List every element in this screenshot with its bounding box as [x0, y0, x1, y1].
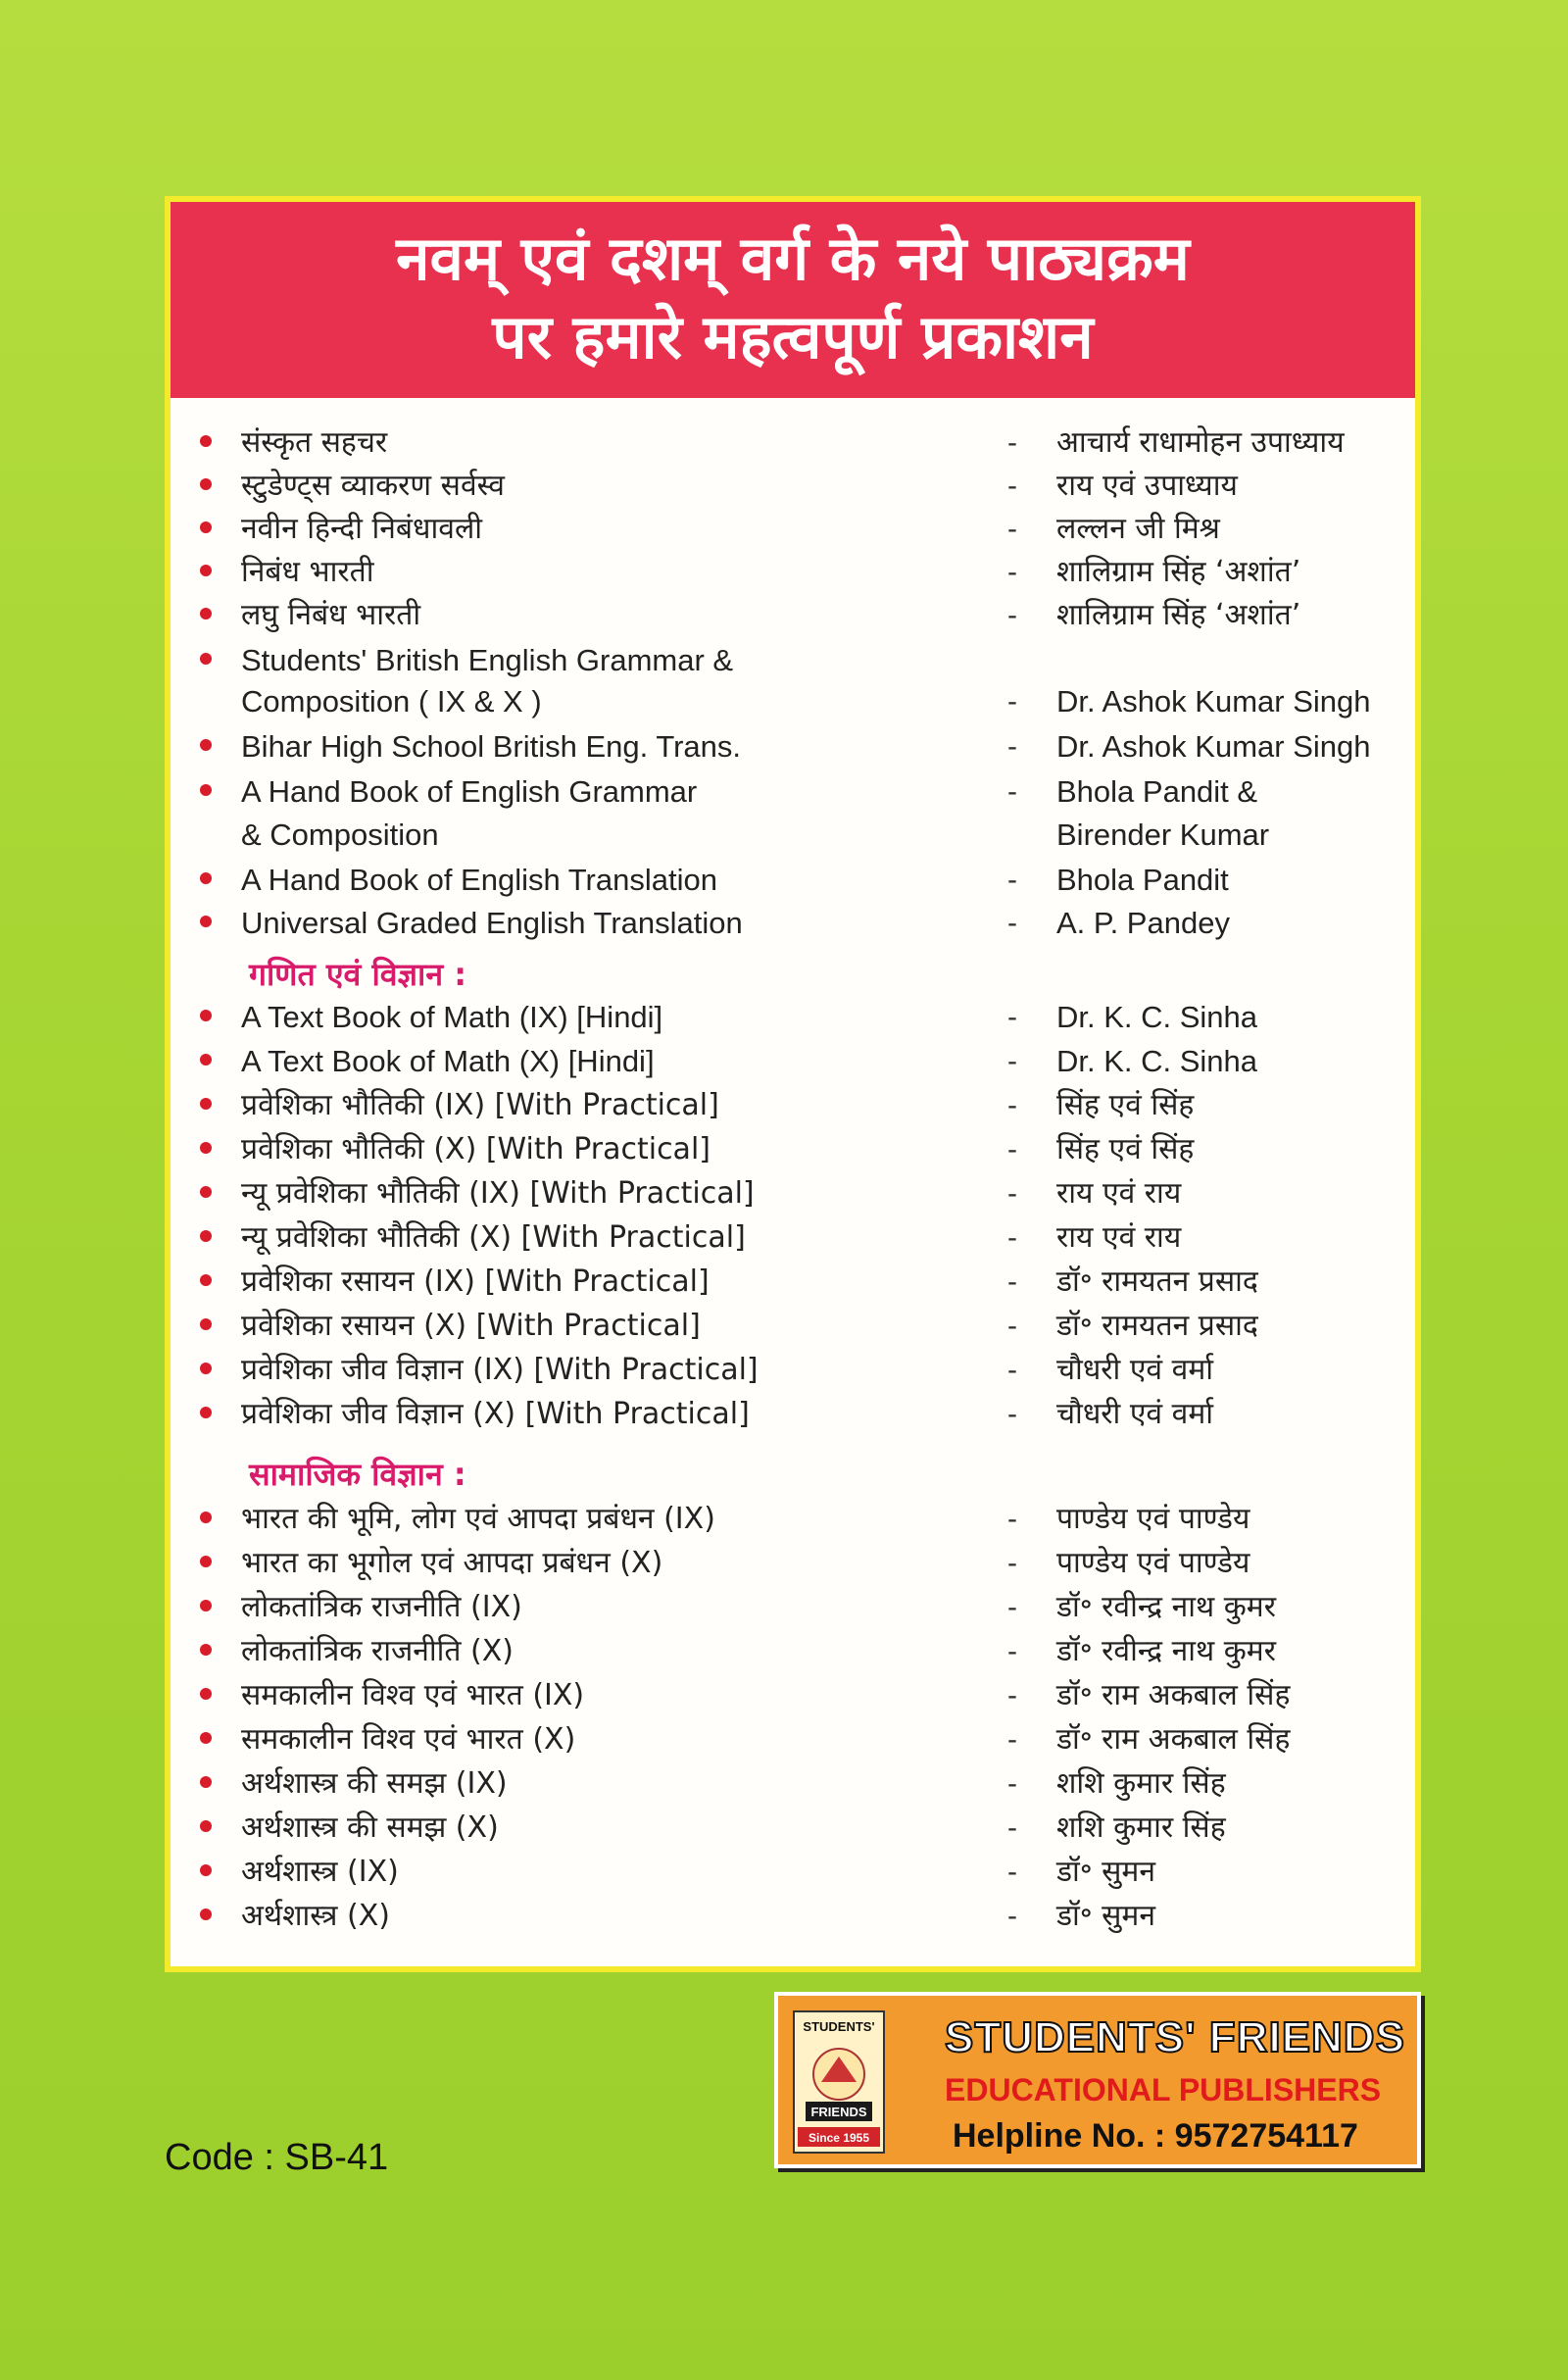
publisher-helpline: Helpline No. : 9572754117 [953, 2117, 1358, 2155]
bullet-icon [200, 521, 212, 533]
list-item-continuation: Composition ( IX & X ) - Dr. Ashok Kumar Singh [241, 684, 1371, 719]
list-item: समकालीन विश्व एवं भारत (IX) - डॉ॰ राम अकबाल सिंह [171, 1674, 1415, 1717]
bullet-icon [200, 565, 212, 576]
bullet-icon [200, 1230, 212, 1242]
logo-bottom-text: FRIENDS [810, 2105, 867, 2119]
bullet-icon [200, 872, 212, 884]
list-item: नवीन हिन्दी निबंधावली - लल्लन जी मिश्र [171, 508, 1415, 551]
list-item: न्यू प्रवेशिका भौतिकी (X) [With Practical] - राय एवं राय [171, 1216, 1415, 1260]
bullet-icon [200, 1318, 212, 1330]
publisher-name: STUDENTS' FRIENDS [945, 2013, 1405, 2061]
bullet-icon [200, 435, 212, 447]
bullet-icon [200, 1644, 212, 1656]
bullet-icon [200, 1909, 212, 1920]
title-banner [171, 202, 1415, 398]
bullet-icon [200, 1732, 212, 1744]
list-item: अर्थशास्त्र (IX) - डॉ॰ सुमन [171, 1851, 1415, 1894]
publisher-logo-box [774, 1992, 1421, 2168]
list-item-continuation: & Composition Birender Kumar [241, 818, 1270, 852]
list-item: न्यू प्रवेशिका भौतिकी (IX) [With Practical] - राय एवं राय [171, 1172, 1415, 1215]
bullet-icon [200, 916, 212, 927]
bullet-icon [200, 1407, 212, 1418]
bullet-icon [200, 1512, 212, 1523]
list-item: प्रवेशिका भौतिकी (IX) [With Practical] - सिंह एवं सिंह [171, 1084, 1415, 1127]
list-item: A Hand Book of English Translation - Bhola Pandit [171, 859, 1415, 902]
list-item: अर्थशास्त्र की समझ (X) - शशि कुमार सिंह [171, 1807, 1415, 1850]
list-item: Bihar High School British Eng. Trans. - Dr. Ashok Kumar Singh [171, 725, 1415, 769]
list-item: Universal Graded English Translation - A. P. Pandey [171, 902, 1415, 945]
bullet-icon [200, 1010, 212, 1021]
list-item: अर्थशास्त्र की समझ (IX) - शशि कुमार सिंह [171, 1762, 1415, 1806]
logo-since-text: Since 1955 [808, 2131, 870, 2145]
bullet-icon [200, 608, 212, 620]
bullet-icon [200, 1600, 212, 1611]
list-item: स्टुडेण्ट्स व्याकरण सर्वस्व - राय एवं उपाध्याय [171, 465, 1415, 508]
logo-top-text: STUDENTS' [803, 2019, 875, 2034]
list-item: लोकतांत्रिक राजनीति (IX) - डॉ॰ रवीन्द्र नाथ कुमर [171, 1586, 1415, 1629]
publisher-emblem-icon [792, 2009, 886, 2155]
section-heading-math-science: गणित एवं विज्ञान : [249, 956, 467, 993]
bullet-icon [200, 1556, 212, 1567]
bullet-icon [200, 1142, 212, 1154]
book-list-panel [165, 196, 1421, 1972]
list-item: प्रवेशिका जीव विज्ञान (X) [With Practical] - चौधरी एवं वर्मा [171, 1393, 1415, 1436]
bullet-icon [200, 1820, 212, 1832]
list-item: भारत की भूमि, लोग एवं आपदा प्रबंधन (IX) - पाण्डेय एवं पाण्डेय [171, 1498, 1415, 1541]
bullet-icon [200, 1054, 212, 1066]
banner-line-2: पर हमारे महत्वपूर्ण प्रकाशन [492, 301, 1094, 372]
bullet-icon [200, 1776, 212, 1788]
bullet-icon [200, 653, 212, 665]
bullet-icon [200, 478, 212, 490]
list-item: भारत का भूगोल एवं आपदा प्रबंधन (X) - पाण्डेय एवं पाण्डेय [171, 1542, 1415, 1585]
list-item: लघु निबंध भारती - शालिग्राम सिंह ‘अशांत’ [171, 594, 1415, 637]
bullet-icon [200, 1274, 212, 1286]
list-item: संस्कृत सहचर - आचार्य राधामोहन उपाध्याय [171, 421, 1415, 465]
bullet-icon [200, 1363, 212, 1374]
banner-line-1: नवम् एवं दशम् वर्ग के नये पाठ्यक्रम [396, 223, 1190, 294]
publisher-subtitle: EDUCATIONAL PUBLISHERS [945, 2072, 1382, 2107]
list-item: प्रवेशिका भौतिकी (X) [With Practical] - सिंह एवं सिंह [171, 1128, 1415, 1171]
list-item: लोकतांत्रिक राजनीति (X) - डॉ॰ रवीन्द्र नाथ कुमर [171, 1630, 1415, 1673]
bullet-icon [200, 1098, 212, 1110]
product-code: Code : SB-41 [165, 2137, 389, 2178]
list-item: A Text Book of Math (X) [Hindi] - Dr. K. C. Sinha [171, 1040, 1415, 1083]
bullet-icon [200, 1688, 212, 1700]
list-item: Students' British English Grammar & [171, 639, 1415, 682]
bullet-icon [200, 784, 212, 796]
list-item: A Hand Book of English Grammar - Bhola Pandit & [171, 770, 1415, 814]
bullet-icon [200, 739, 212, 751]
bullet-icon [200, 1186, 212, 1198]
list-item: प्रवेशिका रसायन (X) [With Practical] - डॉ॰ रामयतन प्रसाद [171, 1305, 1415, 1348]
list-item: A Text Book of Math (IX) [Hindi] - Dr. K. C. Sinha [171, 996, 1415, 1039]
list-item: प्रवेशिका रसायन (IX) [With Practical] - डॉ॰ रामयतन प्रसाद [171, 1261, 1415, 1304]
bullet-icon [200, 1864, 212, 1876]
list-item: अर्थशास्त्र (X) - डॉ॰ सुमन [171, 1895, 1415, 1938]
list-item: प्रवेशिका जीव विज्ञान (IX) [With Practical] - चौधरी एवं वर्मा [171, 1349, 1415, 1392]
list-item: समकालीन विश्व एवं भारत (X) - डॉ॰ राम अकबाल सिंह [171, 1718, 1415, 1761]
section-heading-social-science: सामाजिक विज्ञान : [249, 1456, 466, 1493]
list-item: निबंध भारती - शालिग्राम सिंह ‘अशांत’ [171, 551, 1415, 594]
